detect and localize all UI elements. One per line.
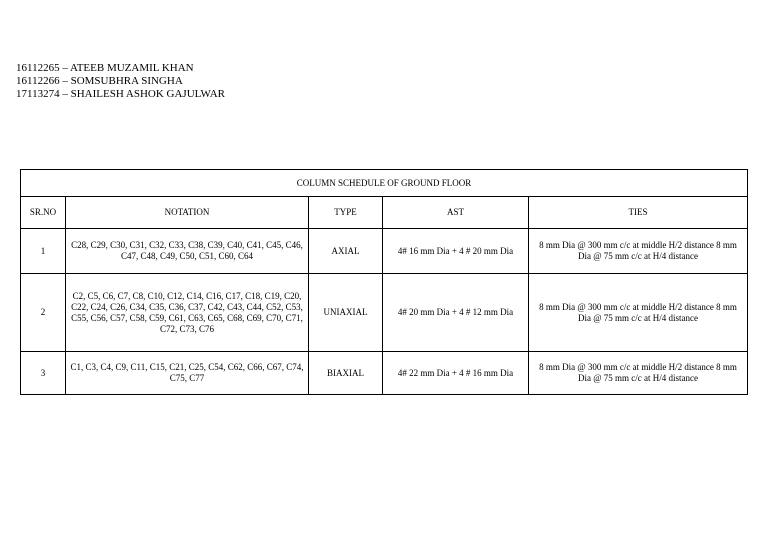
header-type: TYPE <box>309 197 383 229</box>
cell-ast: 4# 16 mm Dia + 4 # 20 mm Dia <box>383 229 529 274</box>
cell-notation: C2, C5, C6, C7, C8, C10, C12, C14, C16, C17, C18, C19, C20, C22, C24, C26, C34, C35, C36, C37, C42, C43, C44, C52, C53, C55, C56, C57, C58, C59, C61, C63, C65, C68, C69, C70, C71, C72, C73, C76 <box>66 274 309 352</box>
table-row <box>21 229 748 274</box>
table-header-row <box>21 197 748 229</box>
author-line: 16112265 – ATEEB MUZAMIL KHAN <box>16 62 194 74</box>
cell-type: AXIAL <box>309 229 383 274</box>
cell-ties: 8 mm Dia @ 300 mm c/c at middle H/2 distance 8 mm Dia @ 75 mm c/c at H/4 distance <box>529 352 748 395</box>
header-notation: NOTATION <box>66 197 309 229</box>
cell-ast: 4# 22 mm Dia + 4 # 16 mm Dia <box>383 352 529 395</box>
author-line: 16112266 – SOMSUBHRA SINGHA <box>16 75 183 87</box>
header-srno: SR.NO <box>21 197 66 229</box>
column-schedule-table <box>20 169 748 395</box>
author-list <box>16 62 225 101</box>
table-title: COLUMN SCHEDULE OF GROUND FLOOR <box>21 170 748 197</box>
cell-srno: 3 <box>21 352 66 395</box>
cell-notation: C1, C3, C4, C9, C11, C15, C21, C25, C54, C62, C66, C67, C74, C75, C77 <box>66 352 309 395</box>
cell-type: BIAXIAL <box>309 352 383 395</box>
table-row <box>21 352 748 395</box>
cell-ast: 4# 20 mm Dia + 4 # 12 mm Dia <box>383 274 529 352</box>
cell-type: UNIAXIAL <box>309 274 383 352</box>
header-ties: TIES <box>529 197 748 229</box>
cell-srno: 2 <box>21 274 66 352</box>
author-line: 17113274 – SHAILESH ASHOK GAJULWAR <box>16 88 226 100</box>
cell-notation: C28, C29, C30, C31, C32, C33, C38, C39, C40, C41, C45, C46, C47, C48, C49, C50, C51, C60, C64 <box>66 229 309 274</box>
table-row <box>21 274 748 352</box>
header-ast: AST <box>383 197 529 229</box>
table-title-row <box>21 170 748 197</box>
cell-srno: 1 <box>21 229 66 274</box>
cell-ties: 8 mm Dia @ 300 mm c/c at middle H/2 distance 8 mm Dia @ 75 mm c/c at H/4 distance <box>529 229 748 274</box>
cell-ties: 8 mm Dia @ 300 mm c/c at middle H/2 distance 8 mm Dia @ 75 mm c/c at H/4 distance <box>529 274 748 352</box>
